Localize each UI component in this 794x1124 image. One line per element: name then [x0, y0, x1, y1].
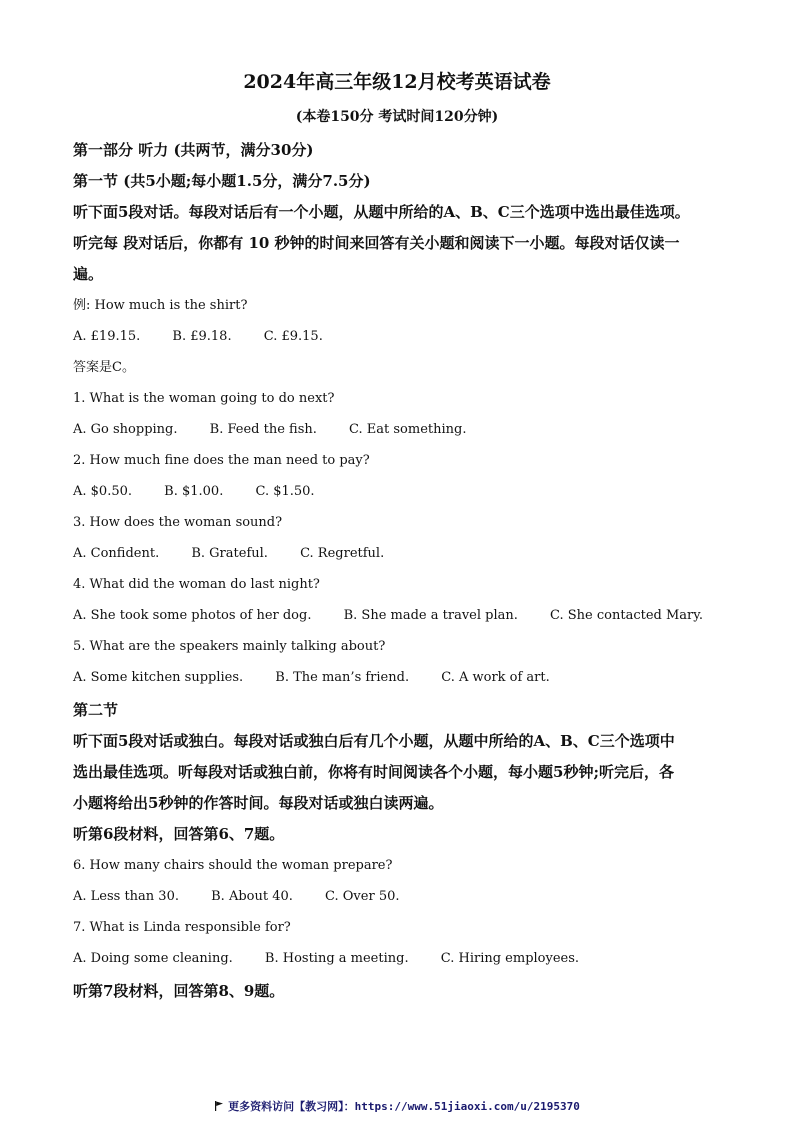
question-6: 6. How many chairs should the woman prepare?: [73, 858, 393, 873]
section1-instructions-3: 遍。: [73, 265, 104, 283]
option-a: A. $0.50.: [73, 484, 133, 499]
option-b: B. She made a travel plan.: [343, 608, 518, 623]
question-4: 4. What did the woman do last night?: [73, 577, 320, 592]
section1-instructions-2: 听完每 段对话后，你都有 10 秒钟的时间来回答有关小题和阅读下一小题。每段对话仅读一: [73, 234, 680, 252]
footer-link[interactable]: [0, 1099, 794, 1115]
option-c: C. $1.50.: [255, 484, 315, 499]
question-7-options: [73, 949, 579, 969]
example-question: 例: How much is the shirt?: [73, 298, 248, 313]
question-5: 5. What are the speakers mainly talking about?: [73, 639, 386, 654]
example-options: [73, 327, 323, 347]
example-answer: 答案是C。: [73, 360, 135, 375]
page-subtitle: (本卷150分 考试时间120分钟): [295, 109, 499, 125]
question-3: 3. How does the woman sound?: [73, 515, 283, 530]
option-c: C. A work of art.: [441, 670, 550, 685]
option-a: A. Confident.: [73, 546, 160, 561]
section2-instructions-2: 选出最佳选项。听每段对话或独白前，你将有时间阅读各个小题，每小题5秒钟;听完后，各: [73, 763, 674, 781]
question-4-options: [73, 606, 703, 626]
section2-heading: 第二节: [73, 701, 119, 719]
option-a: A. £19.15.: [73, 329, 141, 344]
question-7: 7. What is Linda responsible for?: [73, 920, 291, 935]
option-c: C. £9.15.: [263, 329, 323, 344]
material-6-heading: 听第6段材料，回答第6、7题。: [73, 825, 285, 843]
question-2-options: [73, 482, 315, 502]
option-a: A. Doing some cleaning.: [73, 951, 233, 966]
material-7-heading: 听第7段材料，回答第8、9题。: [73, 982, 285, 1000]
option-a: A. Less than 30.: [73, 889, 179, 904]
section1-instructions-1: 听下面5段对话。每段对话后有一个小题，从题中所给的A、B、C三个选项中选出最佳选项。: [73, 203, 690, 221]
question-3-options: [73, 544, 384, 564]
option-c: C. She contacted Mary.: [550, 608, 704, 623]
option-b: B. $1.00.: [164, 484, 224, 499]
option-b: B. £9.18.: [172, 329, 232, 344]
section2-instructions-3: 小题将给出5秒钟的作答时间。每段对话或独白读两遍。: [73, 794, 444, 812]
footer-text: 更多资料访问【教习网】：https://www.51jiaoxi.com/u/2195370: [228, 1100, 580, 1113]
flag-icon: [214, 1101, 224, 1111]
part1-heading: 第一部分 听力 (共两节，满分30分): [73, 141, 314, 159]
option-c: C. Regretful.: [300, 546, 385, 561]
question-5-options: [73, 668, 550, 688]
question-1: 1. What is the woman going to do next?: [73, 391, 335, 406]
option-b: B. The man’s friend.: [275, 670, 410, 685]
question-2: 2. How much fine does the man need to pay?: [73, 453, 370, 468]
option-b: B. Feed the fish.: [209, 422, 317, 437]
option-a: A. Go shopping.: [73, 422, 178, 437]
option-a: A. She took some photos of her dog.: [73, 608, 312, 623]
question-1-options: [73, 420, 466, 440]
question-6-options: [73, 887, 400, 907]
section2-instructions-1: 听下面5段对话或独白。每段对话或独白后有几个小题，从题中所给的A、B、C三个选项中: [73, 732, 675, 750]
page-title: 2024年高三年级12月校考英语试卷: [243, 71, 551, 93]
option-a: A. Some kitchen supplies.: [73, 670, 244, 685]
section1-heading: 第一节 (共5小题;每小题1.5分，满分7.5分): [73, 172, 371, 190]
option-b: B. About 40.: [211, 889, 293, 904]
option-b: B. Hosting a meeting.: [264, 951, 409, 966]
option-c: C. Hiring employees.: [440, 951, 580, 966]
option-c: C. Eat something.: [349, 422, 467, 437]
option-c: C. Over 50.: [325, 889, 400, 904]
option-b: B. Grateful.: [191, 546, 268, 561]
